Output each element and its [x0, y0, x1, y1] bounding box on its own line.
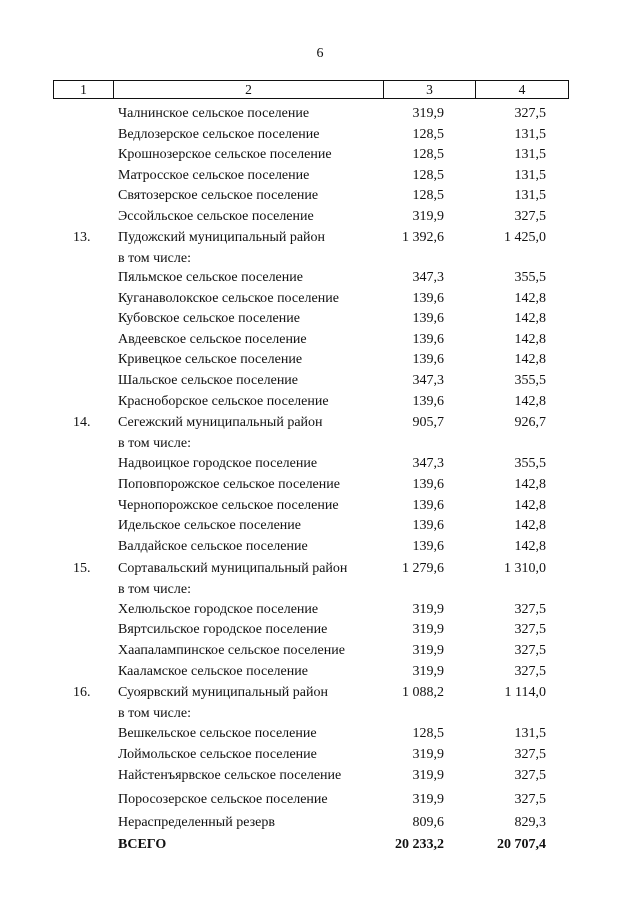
table-row	[0, 496, 640, 516]
row-value-col4: 131,5	[514, 147, 546, 162]
row-name: в том числе:	[118, 582, 191, 597]
row-number: 15.	[73, 561, 91, 576]
row-value-col3: 139,6	[412, 477, 444, 492]
row-value-col4: 355,5	[514, 270, 546, 285]
table-row	[0, 813, 640, 833]
table-row	[0, 330, 640, 350]
row-name: Кривецкое сельское поселение	[118, 352, 303, 367]
row-name: Матросское сельское поселение	[118, 168, 310, 183]
row-value-col3: 319,9	[412, 643, 444, 658]
row-value-col4: 142,8	[514, 477, 546, 492]
row-value-col4: 20 707,4	[497, 837, 546, 852]
row-number: 13.	[73, 230, 91, 245]
row-value-col3: 128,5	[412, 127, 444, 142]
row-name: Нераспределенный резерв	[118, 815, 275, 830]
table-row	[0, 790, 640, 810]
table-row	[0, 683, 640, 703]
row-value-col3: 809,6	[412, 815, 444, 830]
header-col-4: 4	[518, 82, 526, 97]
header-col-1: 1	[54, 81, 114, 98]
row-name: Найстенъярвское сельское поселение	[118, 768, 342, 783]
row-value-col3: 319,9	[412, 664, 444, 679]
row-name: Вешкельское сельское поселение	[118, 726, 317, 741]
row-value-col3: 128,5	[412, 188, 444, 203]
row-name: Вяртсильское городское поселение	[118, 622, 328, 637]
row-name: Поповпорожское сельское поселение	[118, 477, 340, 492]
table-row	[0, 766, 640, 786]
table-row	[0, 537, 640, 557]
table-header	[53, 80, 569, 99]
row-value-col3: 319,9	[412, 209, 444, 224]
row-value-col4: 142,8	[514, 498, 546, 513]
table-row	[0, 620, 640, 640]
row-value-col4: 926,7	[514, 415, 546, 430]
row-value-col3: 319,9	[412, 622, 444, 637]
table-row	[0, 559, 640, 579]
row-value-col3: 20 233,2	[395, 837, 444, 852]
row-name: в том числе:	[118, 706, 191, 721]
row-value-col3: 139,6	[412, 518, 444, 533]
row-value-col3: 139,6	[412, 539, 444, 554]
total-row	[0, 835, 640, 855]
row-value-col4: 327,5	[514, 747, 546, 762]
row-value-col4: 1 310,0	[504, 561, 546, 576]
row-value-col3: 319,9	[412, 768, 444, 783]
row-value-col4: 355,5	[514, 373, 546, 388]
table-row	[0, 516, 640, 536]
row-value-col3: 128,5	[412, 168, 444, 183]
row-name: Суоярвский муниципальный район	[118, 685, 328, 700]
header-col-2: 2	[114, 81, 384, 98]
table-row	[0, 125, 640, 145]
row-name: Кааламское сельское поселение	[118, 664, 308, 679]
row-name: Шальское сельское поселение	[118, 373, 299, 388]
table-row	[0, 249, 640, 269]
row-value-col4: 131,5	[514, 726, 546, 741]
table-row	[0, 392, 640, 412]
row-name: Красноборское сельское поселение	[118, 394, 329, 409]
row-name: Эссойльское сельское поселение	[118, 209, 314, 224]
row-name: Сегежский муниципальный район	[118, 415, 323, 430]
row-name: Надвоицкое городское поселение	[118, 456, 318, 471]
row-number: 16.	[73, 685, 91, 700]
row-name: в том числе:	[118, 251, 191, 266]
row-name: Святозерское сельское поселение	[118, 188, 319, 203]
row-value-col3: 347,3	[412, 373, 444, 388]
row-number: 14.	[73, 415, 91, 430]
row-value-col4: 142,8	[514, 539, 546, 554]
row-value-col3: 319,9	[412, 106, 444, 121]
row-value-col3: 139,6	[412, 498, 444, 513]
row-value-col3: 1 392,6	[402, 230, 444, 245]
row-value-col4: 131,5	[514, 168, 546, 183]
row-name: Хелюльское городское поселение	[118, 602, 319, 617]
table-row	[0, 309, 640, 329]
row-name: Поросозерское сельское поселение	[118, 792, 328, 807]
row-value-col3: 905,7	[412, 415, 444, 430]
page-number: 6	[316, 46, 324, 61]
table-row	[0, 104, 640, 124]
table-row	[0, 145, 640, 165]
table-row	[0, 580, 640, 600]
row-value-col4: 327,5	[514, 792, 546, 807]
row-value-col3: 347,3	[412, 270, 444, 285]
row-value-col3: 319,9	[412, 747, 444, 762]
row-value-col4: 327,5	[514, 664, 546, 679]
table-row	[0, 186, 640, 206]
table-row	[0, 641, 640, 661]
row-name: Хаапалампинское сельское поселение	[118, 643, 345, 658]
table-row	[0, 600, 640, 620]
table-row	[0, 166, 640, 186]
row-name: Чалнинское сельское поселение	[118, 106, 310, 121]
row-value-col4: 142,8	[514, 518, 546, 533]
row-name: Идельское сельское поселение	[118, 518, 302, 533]
row-name: Валдайское сельское поселение	[118, 539, 308, 554]
row-value-col4: 327,5	[514, 622, 546, 637]
row-value-col3: 319,9	[412, 602, 444, 617]
row-name: Ведлозерское сельское поселение	[118, 127, 320, 142]
row-value-col4: 327,5	[514, 106, 546, 121]
row-value-col4: 327,5	[514, 209, 546, 224]
row-value-col4: 142,8	[514, 311, 546, 326]
row-value-col4: 327,5	[514, 643, 546, 658]
row-value-col4: 829,3	[514, 815, 546, 830]
row-value-col4: 142,8	[514, 352, 546, 367]
row-value-col3: 1 279,6	[402, 561, 444, 576]
row-name: Авдеевское сельское поселение	[118, 332, 307, 347]
row-value-col3: 319,9	[412, 792, 444, 807]
row-value-col3: 139,6	[412, 332, 444, 347]
row-value-col3: 347,3	[412, 456, 444, 471]
table-row	[0, 724, 640, 744]
row-value-col3: 139,6	[412, 394, 444, 409]
table-row	[0, 413, 640, 433]
row-value-col4: 131,5	[514, 188, 546, 203]
table-row	[0, 704, 640, 724]
table-row	[0, 662, 640, 682]
row-name: в том числе:	[118, 436, 191, 451]
row-name: Куганаволокское сельское поселение	[118, 291, 339, 306]
row-name: Пяльмское сельское поселение	[118, 270, 303, 285]
row-name: Крошнозерское сельское поселение	[118, 147, 332, 162]
row-value-col3: 139,6	[412, 311, 444, 326]
row-value-col3: 128,5	[412, 147, 444, 162]
row-value-col4: 355,5	[514, 456, 546, 471]
row-value-col4: 142,8	[514, 332, 546, 347]
row-name: Сортавальский муниципальный район	[118, 561, 348, 576]
row-name: Пудожский муниципальный район	[118, 230, 326, 245]
row-value-col4: 1 114,0	[504, 685, 546, 700]
table-row	[0, 350, 640, 370]
header-col-3: 3	[384, 81, 476, 98]
row-value-col4: 142,8	[514, 291, 546, 306]
table-row	[0, 745, 640, 765]
table-row	[0, 228, 640, 248]
row-value-col4: 1 425,0	[504, 230, 546, 245]
row-value-col3: 1 088,2	[402, 685, 444, 700]
row-value-col3: 139,6	[412, 291, 444, 306]
row-value-col4: 142,8	[514, 394, 546, 409]
row-name: Лоймольское сельское поселение	[118, 747, 317, 762]
row-value-col4: 131,5	[514, 127, 546, 142]
row-name: ВСЕГО	[118, 837, 167, 852]
row-value-col3: 139,6	[412, 352, 444, 367]
table-row	[0, 207, 640, 227]
row-name: Чернопорожское сельское поселение	[118, 498, 339, 513]
table-row	[0, 475, 640, 495]
table-row	[0, 268, 640, 288]
row-name: Кубовское сельское поселение	[118, 311, 300, 326]
row-value-col4: 327,5	[514, 768, 546, 783]
table-row	[0, 434, 640, 454]
row-value-col3: 128,5	[412, 726, 444, 741]
row-value-col4: 327,5	[514, 602, 546, 617]
table-row	[0, 289, 640, 309]
table-row	[0, 371, 640, 391]
table-row	[0, 454, 640, 474]
